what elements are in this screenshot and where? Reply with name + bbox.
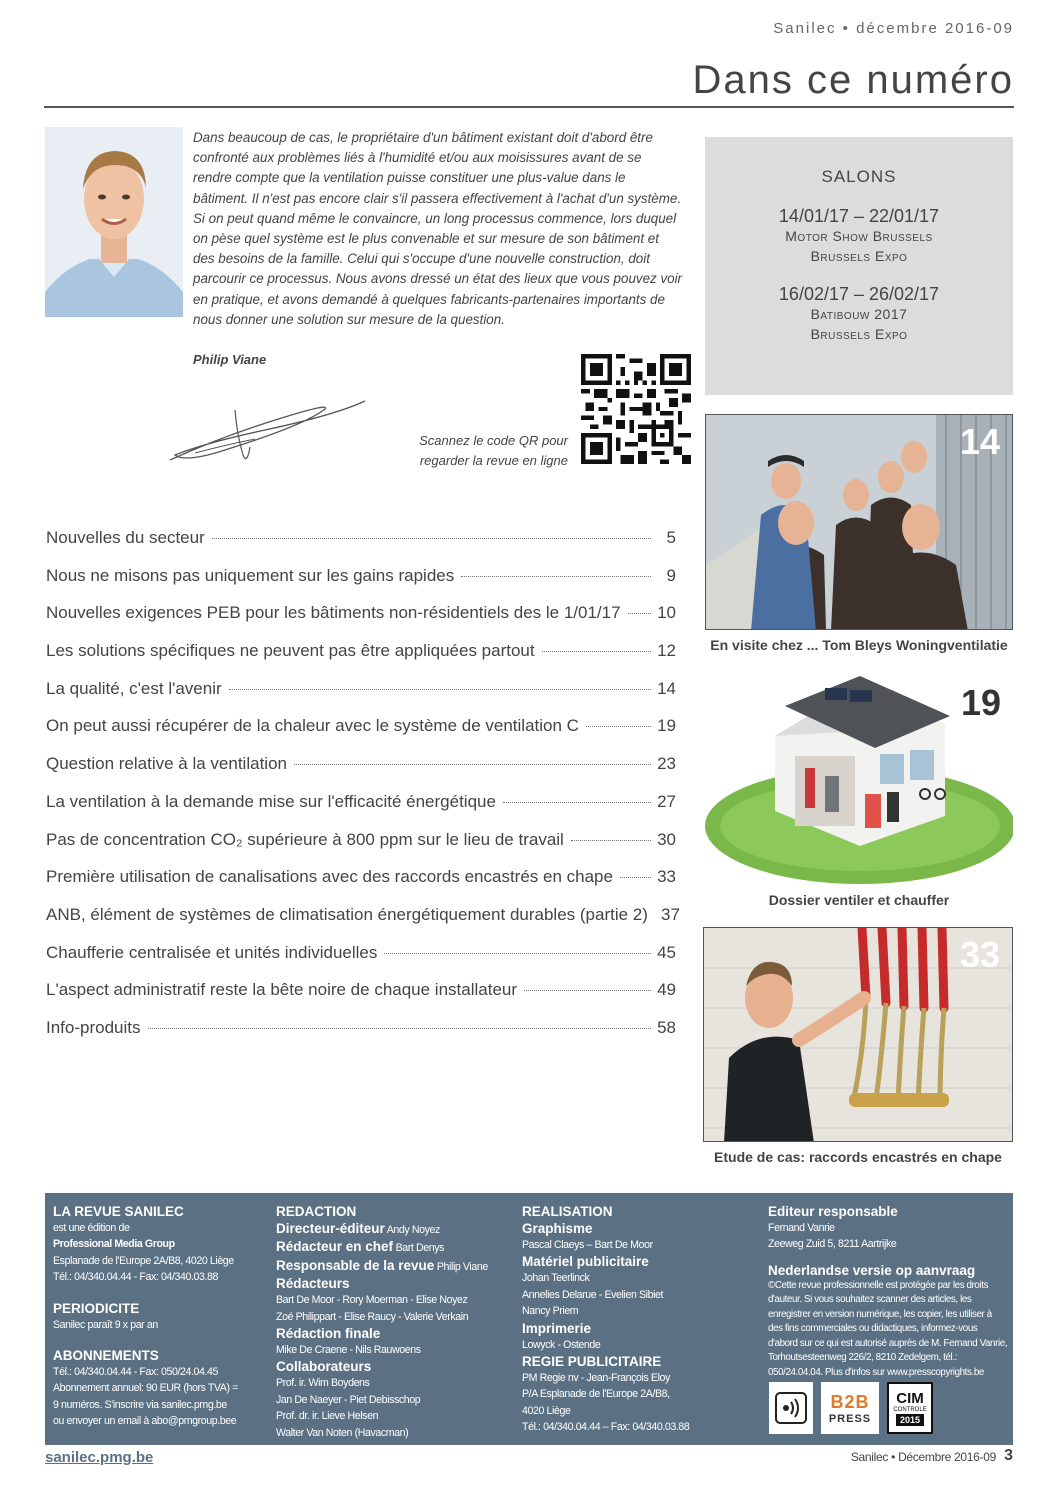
feature-number: 33 [959, 934, 1000, 975]
colophon-line: PM Regie nv - Jean-François Eloy [522, 1372, 670, 1385]
toc-entry-page: 9 [666, 565, 676, 585]
colophon-line: Sanilec paraît 9 x par an [53, 1318, 158, 1331]
colophon-line: Zoé Philippart - Elise Raucy - Valerie Verkain [276, 1310, 469, 1323]
toc-entry[interactable] [46, 679, 676, 717]
toc-entry-page: 12 [657, 641, 676, 661]
table-of-contents [46, 528, 680, 1056]
colophon-line: P/A Esplanade de l'Europe 2A/B8, [522, 1388, 670, 1401]
cim-logo-text: CIM [896, 1389, 924, 1407]
colophon-line: Mike De Craene - Nils Rauwoens [276, 1344, 421, 1357]
toc-entry-title: Première utilisation de canalisations avec des raccords encastrés en chape [46, 867, 613, 887]
cim-logo-year: 2015 [896, 1414, 924, 1426]
colophon-role: Responsable de la revue [276, 1257, 435, 1273]
toc-entry[interactable] [46, 980, 676, 1018]
colophon-line: Bart De Moor - Rory Moerman - Elise Noyez [276, 1294, 468, 1307]
colophon-col-publisher [53, 1203, 273, 1430]
colophon-heading: REALISATION [522, 1204, 613, 1219]
author-signature [165, 395, 370, 470]
editorial-author: Philip Viane [193, 352, 267, 367]
colophon-line: 9 numéros. S'inscrire via sanilec.pmg.be [53, 1398, 227, 1411]
colophon-heading: Nederlandse versie op aanvraag [768, 1262, 976, 1278]
salon-venue: Brussels Expo [810, 326, 908, 342]
toc-entry-title: La qualité, c'est l'avenir [46, 678, 222, 698]
toc-entry[interactable] [46, 904, 680, 943]
toc-entry[interactable] [46, 641, 676, 679]
toc-entry-page: 33 [657, 867, 676, 887]
colophon-line: Prof. ir. Wim Boydens [276, 1377, 370, 1390]
toc-entry[interactable] [46, 528, 676, 566]
toc-entry-title: Pas de concentration CO₂ supérieure à 800 ppm sur le lieu de travail [46, 829, 564, 849]
colophon-line: Walter Van Noten (Havacman) [276, 1426, 409, 1439]
colophon-line: Professional Media Group [53, 1238, 175, 1251]
toc-entry-title: Chaufferie centralisée et unités individuelles [46, 942, 378, 962]
colophon-heading: LA REVUE SANILEC [53, 1204, 184, 1219]
toc-entry-page: 58 [657, 1017, 676, 1037]
colophon-role: Collaborateurs [276, 1359, 372, 1375]
copyright-notice: ©Cette revue professionnelle est protégée par les droits d'auteur. Si vous souhaitez scanner des articles, les enregistrer en version numérique, les copier, les utiliser à des fins commerciales ou didactiques, informez-vous d'abord sur ce qui est autorisé auprès de M. Fernand Vanrie, Torhoutsesteenweg 226/2, 8210 Zedelgem, tél.: 050/24.04.04. Plus d'infos sur www.presscopyrights.be [768, 1279, 1008, 1378]
colophon-line: Fernand Vanrie [768, 1222, 835, 1234]
salon-dates: 14/01/17 – 22/01/17 [778, 206, 940, 226]
salon-name: Batibouw 2017 [810, 306, 908, 322]
salon-venue: Brussels Expo [810, 248, 908, 264]
colophon-line: Lowyck - Ostende [522, 1338, 601, 1351]
toc-entry-title: La ventilation à la demande mise sur l'efficacité énergétique [46, 791, 496, 811]
feature-number: 14 [959, 421, 1000, 462]
colophon [45, 1193, 1013, 1445]
toc-entry[interactable] [46, 1018, 676, 1056]
colophon-line: est une édition de [53, 1222, 130, 1234]
colophon-role: Rédaction finale [276, 1326, 381, 1342]
press-copyright-logo [769, 1382, 813, 1434]
website-link[interactable]: sanilec.pmg.be [45, 1449, 154, 1466]
colophon-role: Directeur-éditeur [276, 1221, 385, 1236]
toc-entry-title: On peut aussi récupérer de la chaleur avec le système de ventilation C [46, 716, 579, 736]
salons-title: SALONS [821, 167, 897, 186]
feature-caption: Dossier ventiler et chauffer [768, 892, 950, 908]
qr-caption [400, 431, 568, 471]
toc-entry-page: 30 [657, 829, 676, 849]
b2b-press-logo [821, 1382, 879, 1434]
colophon-line: Abonnement annuel: 90 EUR (hors TVA) = [53, 1382, 238, 1395]
colophon-role: Matériel publicitaire [522, 1254, 649, 1270]
toc-entry-title: Question relative à la ventilation [46, 754, 287, 774]
salon-event [705, 284, 1013, 344]
feature-photo-team[interactable] [705, 414, 1013, 630]
editor-portrait [45, 127, 183, 317]
toc-entry-page: 19 [657, 716, 676, 736]
cim-logo [887, 1382, 933, 1434]
toc-entry[interactable] [46, 830, 676, 868]
toc-entry-page: 23 [657, 754, 676, 774]
toc-entry[interactable] [46, 867, 676, 905]
feature-number: 19 [960, 682, 1001, 723]
colophon-role: Imprimerie [522, 1320, 592, 1336]
toc-entry[interactable] [46, 566, 676, 604]
colophon-line: ou envoyer un email à abo@pmgroup.bee [53, 1415, 237, 1428]
toc-entry[interactable] [46, 943, 676, 981]
colophon-line: Annelies Delarue - Evelien Sibiet [522, 1288, 664, 1301]
salon-event [705, 206, 1013, 266]
footer-logos [769, 1382, 933, 1434]
colophon-heading: REDACTION [276, 1204, 357, 1219]
header-issue: Sanilec • décembre 2016-09 [773, 20, 1014, 37]
colophon-person: Bart Denys [395, 1242, 444, 1255]
feature-photo-installer[interactable] [703, 927, 1013, 1142]
toc-entry-page: 5 [666, 528, 676, 547]
colophon-line: Johan Teerlinck [522, 1272, 590, 1285]
feature-photo-house[interactable] [705, 676, 1013, 886]
colophon-line: Prof. dr. ir. Lieve Helsen [276, 1410, 379, 1423]
qr-code[interactable] [581, 354, 691, 464]
toc-entry-title: Nous ne misons pas uniquement sur les gains rapides [46, 565, 455, 585]
toc-entry[interactable] [46, 603, 676, 641]
toc-entry-page: 49 [657, 980, 676, 1000]
toc-entry-page: 27 [657, 791, 676, 811]
toc-entry-page: 10 [657, 603, 676, 623]
colophon-line: Tél.: 04/340.04.44 – Fax: 04/340.03.88 [522, 1421, 690, 1434]
toc-entry-title: ANB, élément de systèmes de climatisation énergétiquement durables (partie 2) [46, 904, 648, 924]
toc-entry-title: Les solutions spécifiques ne peuvent pas être appliquées partout [46, 641, 535, 661]
colophon-person: Philip Viane [436, 1260, 488, 1273]
colophon-line: Pascal Claeys – Bart De Moor [522, 1239, 653, 1251]
colophon-line: Nancy Priem [522, 1305, 579, 1318]
colophon-line: Zeeweg Zuid 5, 8211 Aartrijke [768, 1238, 897, 1251]
toc-entry-title: L'aspect administratif reste la bête noire de chaque installateur [46, 980, 518, 1000]
toc-entry[interactable] [46, 754, 676, 792]
press-logo-text: PRESS [828, 1412, 872, 1425]
page-number: 3 [1004, 1447, 1013, 1464]
toc-entry-title: Nouvelles du secteur [46, 528, 205, 547]
header-rule [44, 106, 1014, 108]
toc-entry[interactable] [46, 716, 676, 754]
colophon-line: Tél.: 04/340.04.44 - Fax: 050/24.04.45 [53, 1366, 219, 1379]
colophon-col-redaction [276, 1203, 516, 1441]
feature-caption: Etude de cas: raccords encastrés en chape [714, 1149, 1002, 1165]
salons-box [705, 137, 1013, 395]
qr-caption-line-2: regarder la revue en ligne [419, 453, 568, 468]
toc-entry-page: 45 [657, 942, 676, 962]
colophon-line: Tél.: 04/340.04.44 - Fax: 04/340.03.88 [53, 1271, 219, 1284]
colophon-col-editor [768, 1203, 1008, 1380]
toc-entry[interactable] [46, 792, 676, 830]
colophon-line: Esplanade de l'Europe 2A/B8, 4020 Liège [53, 1254, 234, 1267]
colophon-role: Rédacteur en chef [276, 1239, 394, 1255]
toc-entry-page: 14 [657, 678, 676, 698]
b2b-logo-text: B2B [830, 1391, 870, 1412]
colophon-heading: ABONNEMENTS [53, 1348, 159, 1364]
page-title: Dans ce numéro [692, 58, 1014, 102]
colophon-line: Jan De Naeyer - Piet Debisschop [276, 1393, 421, 1406]
colophon-person: Andy Noyez [386, 1224, 440, 1236]
qr-caption-line-1: Scannez le code QR pour [419, 433, 568, 448]
toc-entry-title: Nouvelles exigences PEB pour les bâtiments non-résidentiels des le 1/01/17 [46, 603, 621, 623]
footer-issue: Sanilec • Décembre 2016-09 [850, 1450, 996, 1464]
colophon-heading: REGIE PUBLICITAIRE [522, 1354, 662, 1370]
feature-caption: En visite chez ... Tom Bleys Woningventilatie [710, 637, 1008, 653]
colophon-role: Graphisme [522, 1221, 593, 1236]
salon-name: Motor Show Brussels [785, 228, 933, 244]
colophon-heading: Editeur responsable [768, 1204, 898, 1219]
colophon-role: Rédacteurs [276, 1276, 350, 1292]
copyright-wave-icon [774, 1391, 808, 1425]
colophon-heading: PERIODICITE [53, 1300, 140, 1316]
toc-entry-page: 37 [661, 904, 680, 924]
colophon-col-realisation [522, 1203, 757, 1436]
cim-logo-sub: CONTROLE [893, 1406, 927, 1413]
colophon-line: 4020 Liège [522, 1404, 571, 1417]
editorial-text: Dans beaucoup de cas, le propriétaire d'un bâtiment existant doit d'abord être confronté aux problèmes liés à l'humidité et/ou aux moisissures avant de se rendre compte que la ventilation puisse constituer une plus-value dans le bâtiment. Il n'est pas encore clair s'il passera effectivement à l'achat d'un système. Si on peut quand même le convaincre, un long processus commence, lors duquel on pèse quel système est le plus convenable et sur mesure de son bâtiment et des besoins de la famille. Celui qui s'occupe d'une nouvelle construction, doit parcourir ce processus. Nous avons dressé un état des lieux que vous pouvez voir en pratique, et avons demandé à quelques fabricants-partenaires importants de nous donner une solution sur mesure de la question. [193, 130, 683, 327]
salon-dates: 16/02/17 – 26/02/17 [778, 284, 940, 304]
toc-entry-title: Info-produits [46, 1017, 141, 1037]
